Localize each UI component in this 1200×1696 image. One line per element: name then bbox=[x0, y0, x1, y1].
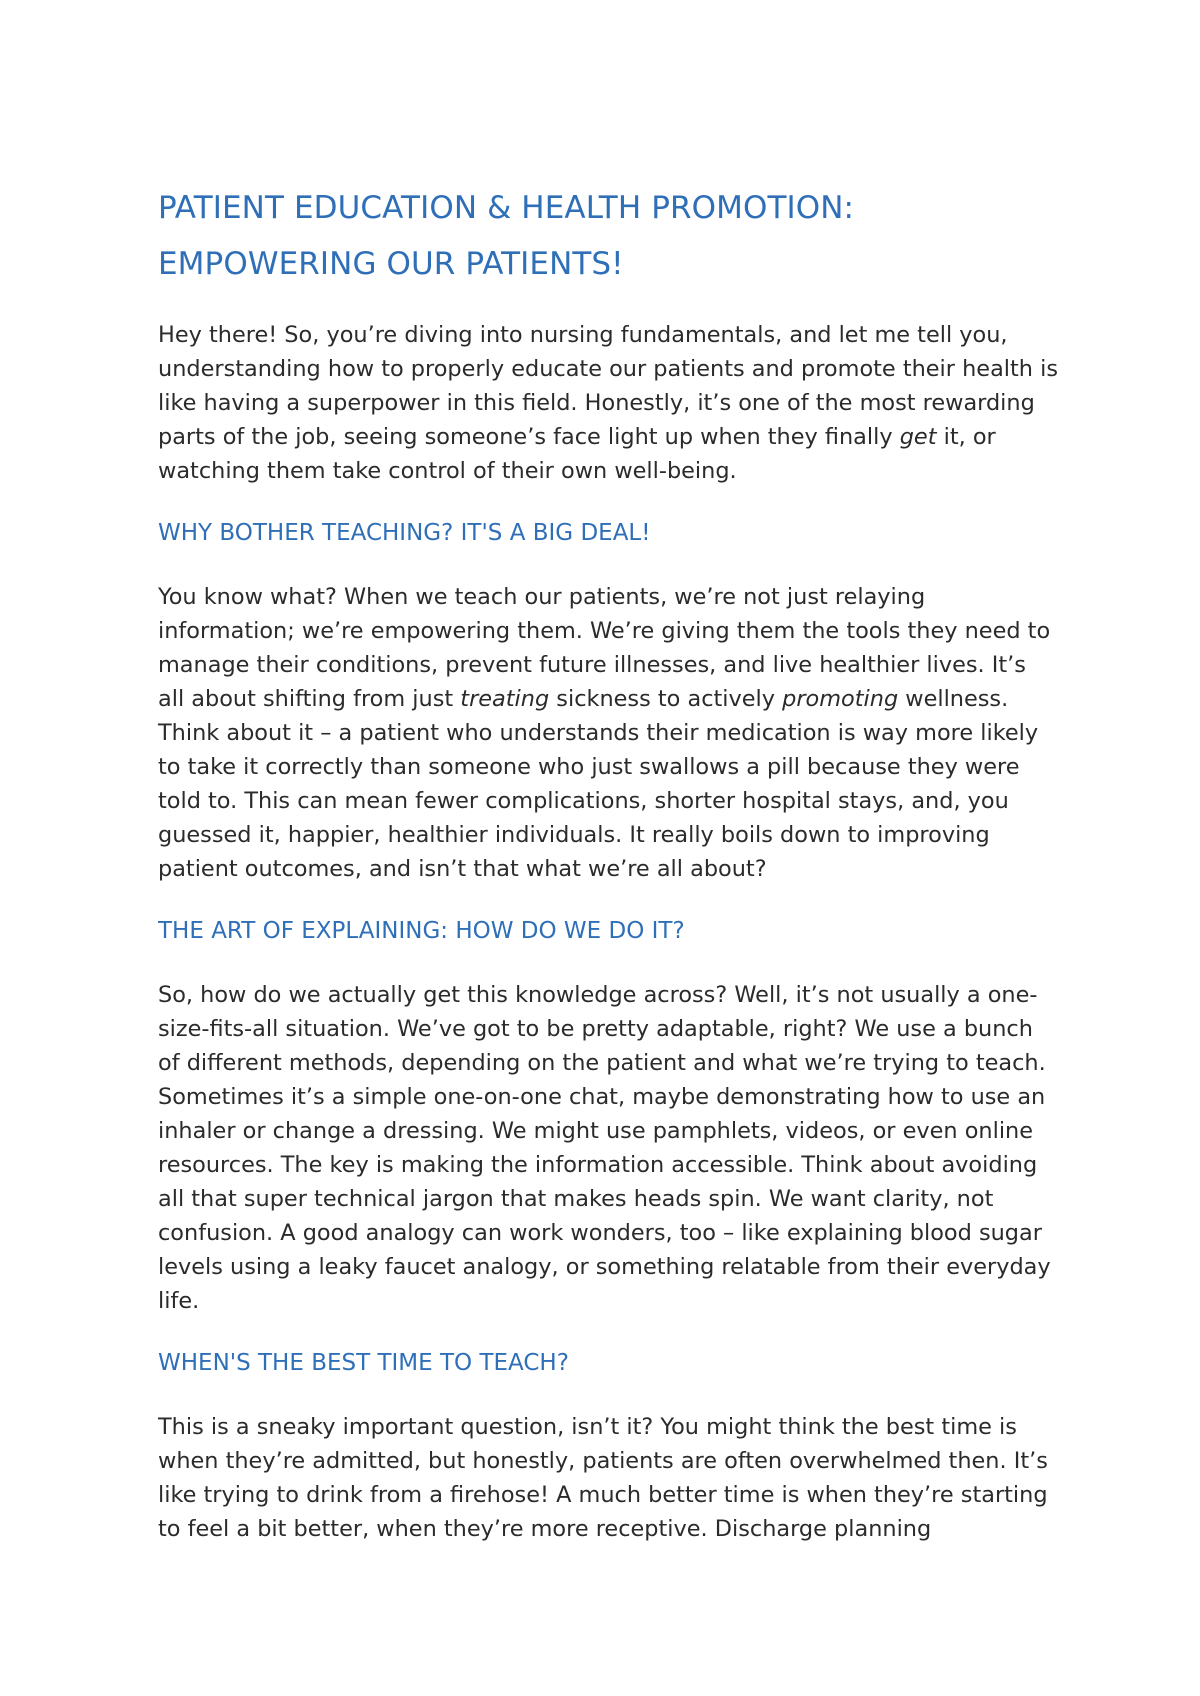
document-page bbox=[158, 180, 1058, 1546]
document-title-line-1: PATIENT EDUCATION & HEALTH PROMOTION: bbox=[158, 190, 855, 226]
why-teach-emphasis-treating: treating bbox=[460, 686, 550, 712]
section-paragraph-why-teach bbox=[158, 580, 1058, 886]
section-paragraph-best-time: This is a sneaky important question, isn’t it? You might think the best time is when they’re admitted, but honestly, patients are often overwhelmed then. It’s like trying to drink from a firehose! A much better time is when they’re starting to feel a bit better, when they’re more receptive. Discharge planning bbox=[158, 1414, 1048, 1542]
section-heading-best-time: WHEN'S THE BEST TIME TO TEACH? bbox=[158, 1350, 569, 1376]
intro-text-part-2: it, or watching them take control of their own well-being. bbox=[158, 424, 996, 484]
why-teach-text-part-2: sickness to actively bbox=[549, 686, 783, 712]
section-heading-why-teach: WHY BOTHER TEACHING? IT'S A BIG DEAL! bbox=[158, 520, 651, 546]
section-heading-art-of-explaining: THE ART OF EXPLAINING: HOW DO WE DO IT? bbox=[158, 918, 685, 944]
intro-emphasis-get: get bbox=[899, 424, 937, 450]
section-paragraph-art-of-explaining: So, how do we actually get this knowledge across? Well, it’s not usually a one-size-fits-all situation. We’ve got to be pretty adaptable, right? We use a bunch of different methods, depending on the patient and what we’re trying to teach. Sometimes it’s a simple one-on-one chat, maybe demonstrating how to use an inhaler or change a dressing. We might use pamphlets, videos, or even online resources. The key is making the information accessible. Think about avoiding all that super technical jargon that makes heads spin. We want clarity, not confusion. A good analogy can work wonders, too – like explaining blood sugar levels using a leaky faucet analogy, or something relatable from their everyday life. bbox=[158, 982, 1051, 1314]
why-teach-text-part-1: You know what? When we teach our patients, we’re not just relaying information; we’re empowering them. We’re giving them the tools they need to manage their conditions, prevent future illnesses, and live healthier lives. It’s all about shifting from just bbox=[158, 584, 1051, 712]
document-title bbox=[158, 180, 1058, 292]
why-teach-emphasis-promoting: promoting bbox=[782, 686, 899, 712]
document-title-line-2: EMPOWERING OUR PATIENTS! bbox=[158, 246, 624, 282]
why-teach-text-part-3: wellness. Think about it – a patient who understands their medication is way more likely to take it correctly than someone who just swallows a pill because they were told to. This can mean fewer complications, shorter hospital stays, and, you guessed it, happier, healthier individuals. It really boils down to improving patient outcomes, and isn’t that what we’re all about? bbox=[158, 686, 1039, 882]
intro-paragraph bbox=[158, 318, 1058, 488]
intro-text-part-1: Hey there! So, you’re diving into nursing fundamentals, and let me tell you, understanding how to properly educate our patients and promote their health is like having a superpower in this field. Honestly, it’s one of the most rewarding parts of the job, seeing someone’s face light up when they finally bbox=[158, 322, 1058, 450]
